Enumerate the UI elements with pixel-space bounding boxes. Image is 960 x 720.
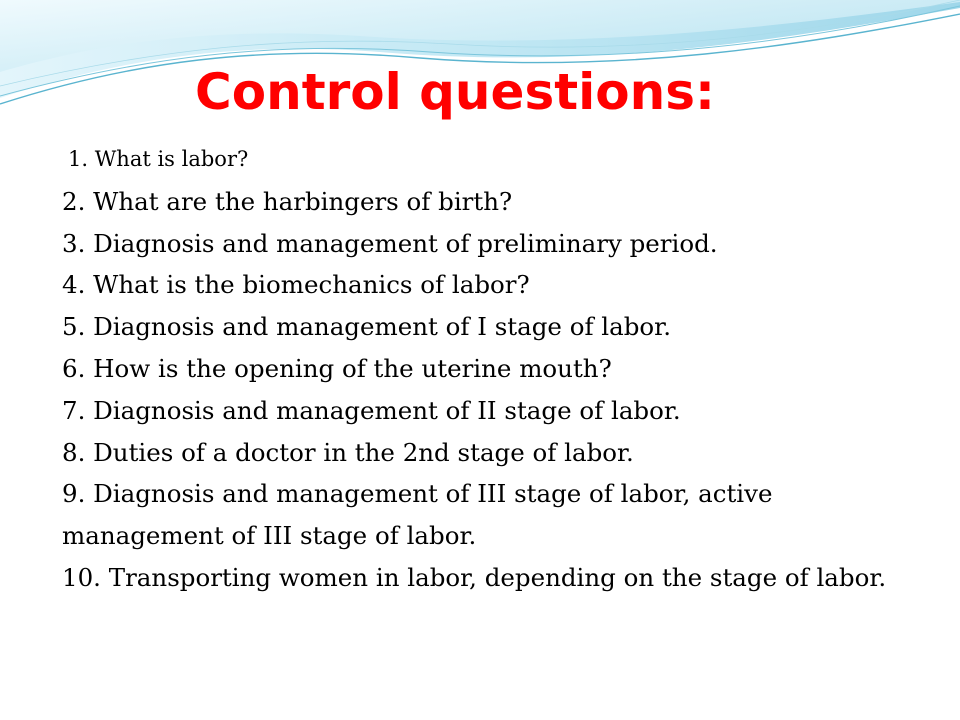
- question-item-7: 7. Diagnosis and management of II stage of labor.: [62, 395, 681, 425]
- question-list: [62, 139, 922, 599]
- slide-title: Control questions:: [195, 63, 715, 121]
- question-item-5: 5. Diagnosis and management of I stage of labor.: [62, 312, 671, 342]
- question-item-10: 10. Transporting women in labor, depending on the stage of labor.: [62, 562, 887, 592]
- question-item-9: 9. Diagnosis and management of III stage of labor, active management of III stage of labor.: [62, 479, 773, 551]
- question-item-4: 4. What is the biomechanics of labor?: [62, 270, 530, 300]
- question-item-2: 2. What are the harbingers of birth?: [62, 186, 513, 216]
- question-item-3: 3. Diagnosis and management of preliminary period.: [62, 228, 718, 258]
- question-item-8: 8. Duties of a doctor in the 2nd stage of labor.: [62, 437, 634, 467]
- question-item-6: 6. How is the opening of the uterine mouth?: [62, 353, 612, 383]
- question-item-1: 1. What is labor?: [68, 147, 249, 171]
